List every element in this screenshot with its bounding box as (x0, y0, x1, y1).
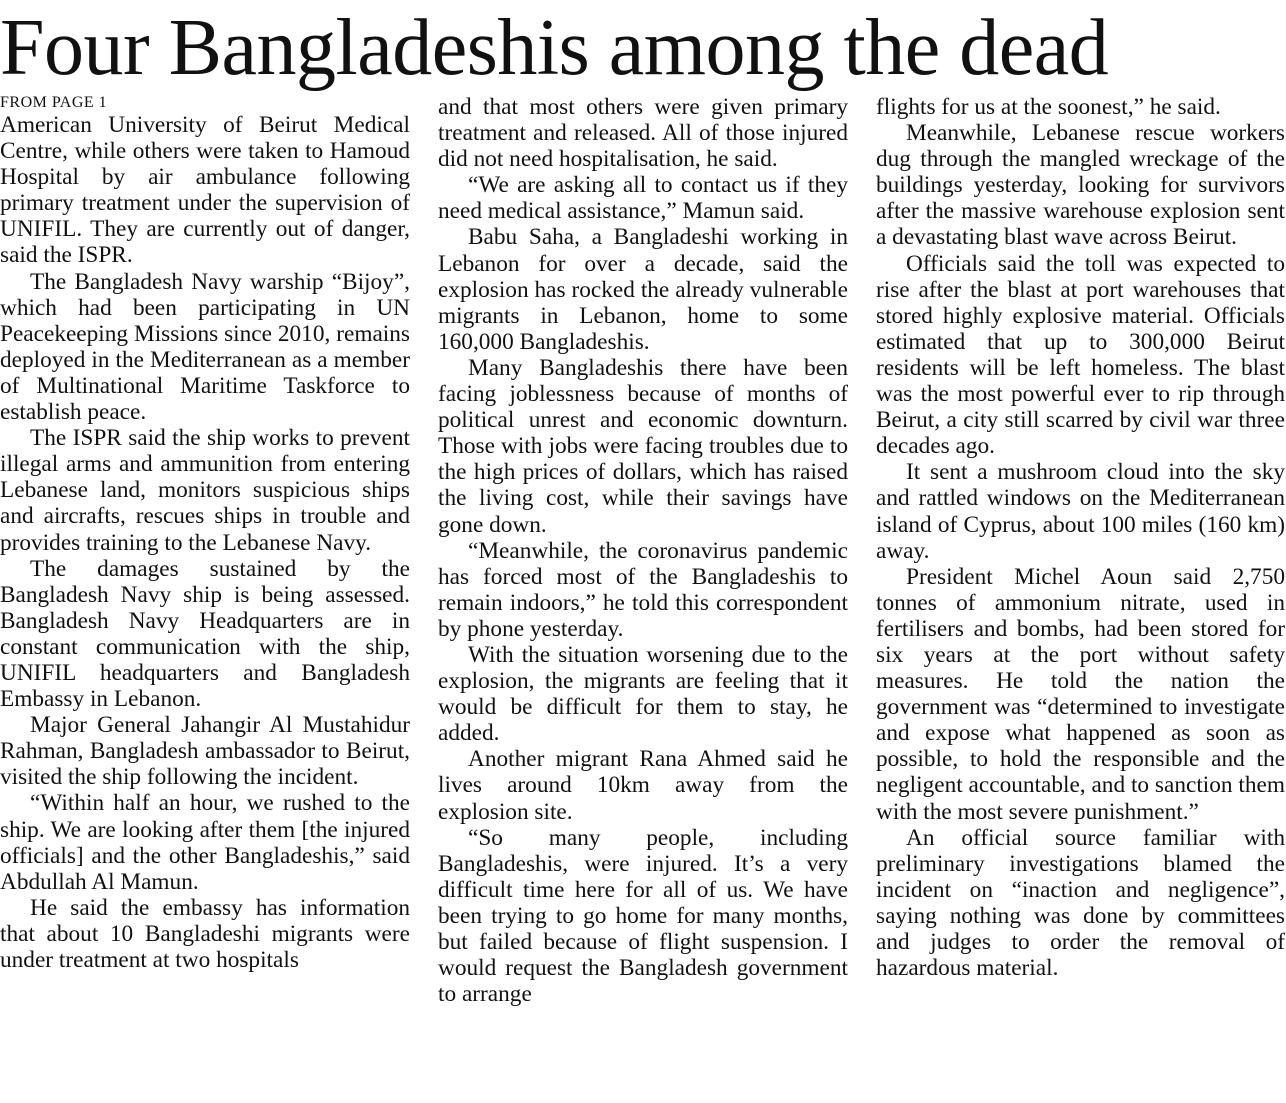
paragraph: It sent a mushroom cloud into the sky and rattled windows on the Mediterranean island of Cyprus, about 100 miles (160 km) away. (876, 459, 1285, 564)
paragraph: flights for us at the soonest,” he said. (876, 94, 1221, 120)
paragraph: With the situation worsening due to the explosion, the migrants are feeling that it would be difficult for them to stay, he added. (438, 641, 848, 747)
article-column-3 (876, 94, 1285, 1103)
article-column-2 (438, 94, 848, 1103)
paragraph: The damages sustained by the Bangladesh Navy ship is being assessed. Bangladesh Navy Headquarters are in constant communication with the ship, UNIFIL headquarters and Bangladesh Embassy in Lebanon. (0, 555, 410, 713)
paragraph: “Within half an hour, we rushed to the ship. We are looking after them [the injured officials] and the other Bangladeshis,” said Abdullah Al Mamun. (0, 790, 410, 895)
paragraph: American University of Beirut Medical Centre, while others were taken to Hamoud Hospital by air ambulance following primary treatment under the supervision of UNIFIL. They are currently out of danger, said the ISPR. (0, 112, 410, 269)
continued-from-label: FROM PAGE 1 (0, 94, 108, 111)
paragraph: The ISPR said the ship works to prevent illegal arms and ammunition from entering Lebanese land, monitors suspicious ships and aircrafts, rescues ships in trouble and provides training to the Lebanese Navy. (0, 425, 410, 556)
paragraph: President Michel Aoun said 2,750 tonnes of ammonium nitrate, used in fertilisers and bombs, had been stored for six years at the port without safety measures. He told the nation the government was “determined to investigate and expose what happened as soon as possible, to hold the responsible and the negligent accountable, and to sanction them with the most severe punishment.” (876, 563, 1285, 825)
paragraph: Meanwhile, Lebanese rescue workers dug through the mangled wreckage of the buildings yesterday, looking for survivors after the massive warehouse explosion sent a devastating blast wave across Beirut. (876, 120, 1285, 251)
paragraph: An official source familiar with preliminary investigations blamed the incident on “inaction and negligence”, saying nothing was done by committees and judges to order the removal of hazardous material. (876, 824, 1285, 982)
article-column-1 (0, 94, 410, 1103)
paragraph: Major General Jahangir Al Mustahidur Rahman, Bangladesh ambassador to Beirut, visited the ship following the incident. (0, 712, 410, 791)
paragraph: “We are asking all to contact us if they need medical assistance,” Mamun said. (438, 172, 848, 225)
paragraph: Babu Saha, a Bangladeshi working in Lebanon for over a decade, said the explosion has rocked the already vulnerable migrants in Lebanon, home to some 160,000 Bangladeshis. (438, 224, 848, 355)
paragraph: and that most others were given primary treatment and released. All of those injured did not need hospitalisation, he said. (438, 94, 848, 173)
paragraph: Another migrant Rana Ahmed said he lives around 10km away from the explosion site. (438, 746, 848, 825)
paragraph: The Bangladesh Navy warship “Bijoy”, which had been participating in UN Peacekeeping Missions since 2010, remains deployed in the Mediterranean as a member of Multinational Maritime Taskforce to establish peace. (0, 268, 410, 426)
paragraph: “Meanwhile, the coronavirus pandemic has forced most of the Bangladeshis to remain indoors,” he told this correspondent by phone yesterday. (438, 537, 848, 642)
paragraph: “So many people, including Bangladeshis, were injured. It’s a very difficult time here for all of us. We have been trying to go home for many months, but failed because of flight suspension. I would request the Bangladesh government to arrange (438, 824, 848, 1008)
headline: Four Bangladeshis among the dead (0, 4, 1109, 92)
paragraph: Many Bangladeshis there have been facing joblessness because of months of political unrest and economic downturn. Those with jobs were facing troubles due to the high prices of dollars, which has raised the living cost, while their savings have gone down. (438, 354, 848, 538)
paragraph: Officials said the toll was expected to rise after the blast at port warehouses that stored highly explosive material. Officials estimated that up to 300,000 Beirut residents will be left homeless. The blast was the most powerful ever to rip through Beirut, a city still scarred by civil war three decades ago. (876, 250, 1285, 460)
paragraph: He said the embassy has information that about 10 Bangladeshi migrants were under treatment at two hospitals (0, 894, 410, 973)
